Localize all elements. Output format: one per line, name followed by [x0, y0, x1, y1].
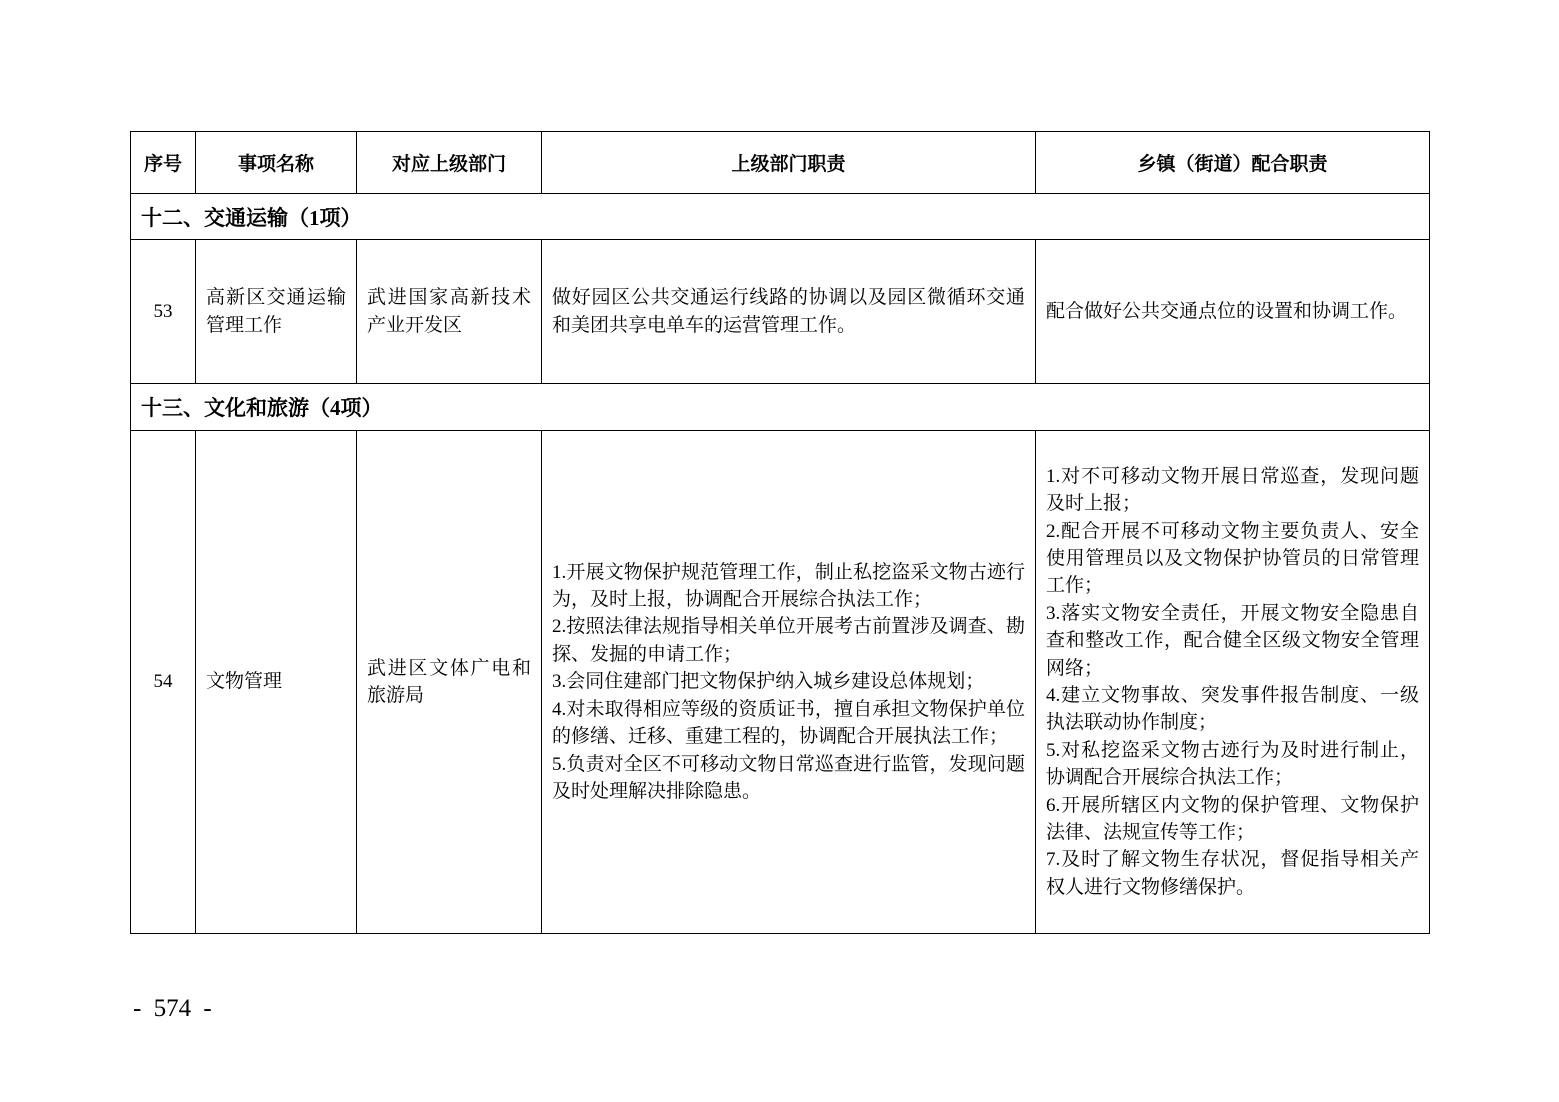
cell-superior-department: 武进区文体广电和旅游局 — [357, 431, 542, 934]
duty-item: 5.负责对全区不可移动文物日常巡查进行监管，发现问题及时处理解决排除隐患。 — [552, 753, 1025, 802]
duty-item: 6.开展所辖区内文物的保护管理、文物保护法律、法规宣传等工作； — [1046, 794, 1419, 844]
duty-item: 2.配合开展不可移动文物主要负责人、安全使用管理员以及文物保护协管员的日常管理工作； — [1046, 520, 1419, 597]
header-township-duties: 乡镇（街道）配合职责 — [1036, 132, 1430, 194]
section-title: 十二、交通运输（1项） — [131, 194, 1430, 240]
cell-superior-duties — [542, 240, 1036, 384]
duty-item: 7.及时了解文物生存状况，督促指导相关产权人进行文物修缮保护。 — [1046, 849, 1419, 898]
cell-index: 53 — [131, 240, 196, 384]
header-item-name: 事项名称 — [196, 132, 357, 194]
duty-item: 配合做好公共交通点位的设置和协调工作。 — [1046, 300, 1408, 322]
cell-item-name: 文物管理 — [196, 431, 357, 934]
section-row — [131, 194, 1430, 240]
duty-item: 4.对未取得相应等级的资质证书，擅自承担文物保护单位的修缮、迁移、重建工程的，协调配合开展执法工作； — [552, 698, 1025, 748]
table-row — [131, 240, 1430, 384]
cell-township-duties — [1036, 240, 1430, 384]
duty-item: 3.会同住建部门把文物保护纳入城乡建设总体规划； — [552, 671, 985, 693]
page-number: - 574 - — [133, 995, 212, 1022]
duty-item: 2.按照法律法规指导相关单位开展考古前置涉及调查、勘探、发掘的申请工作； — [552, 616, 1025, 665]
duty-item: 4.建立文物事故、突发事件报告制度、一级执法联动协作制度； — [1046, 685, 1419, 734]
duty-item: 做好园区公共交通运行线路的协调以及园区微循环交通和美团共享电单车的运营管理工作。 — [552, 287, 1025, 336]
duties-table — [130, 131, 1430, 934]
cell-item-name: 高新区交通运输管理工作 — [196, 240, 357, 384]
header-superior-duties: 上级部门职责 — [542, 132, 1036, 194]
cell-superior-department: 武进国家高新技术产业开发区 — [357, 240, 542, 384]
header-superior-department: 对应上级部门 — [357, 132, 542, 194]
cell-index: 54 — [131, 431, 196, 934]
table-row — [131, 431, 1430, 934]
duty-item: 1.开展文物保护规范管理工作，制止私挖盗采文物古迹行为，及时上报，协调配合开展综合执法工作； — [552, 561, 1025, 611]
cell-superior-duties — [542, 431, 1036, 934]
duty-item: 1.对不可移动文物开展日常巡查，发现问题及时上报； — [1046, 465, 1419, 515]
table-header-row — [131, 132, 1430, 194]
duty-item: 3.落实文物安全责任，开展文物安全隐患自查和整改工作，配合健全区级文物安全管理网络； — [1046, 602, 1419, 679]
section-row — [131, 384, 1430, 431]
duty-item: 5.对私挖盗采文物古迹行为及时进行制止，协调配合开展综合执法工作； — [1046, 739, 1419, 789]
cell-township-duties — [1036, 431, 1430, 934]
section-title: 十三、文化和旅游（4项） — [131, 384, 1430, 431]
header-index: 序号 — [131, 132, 196, 194]
